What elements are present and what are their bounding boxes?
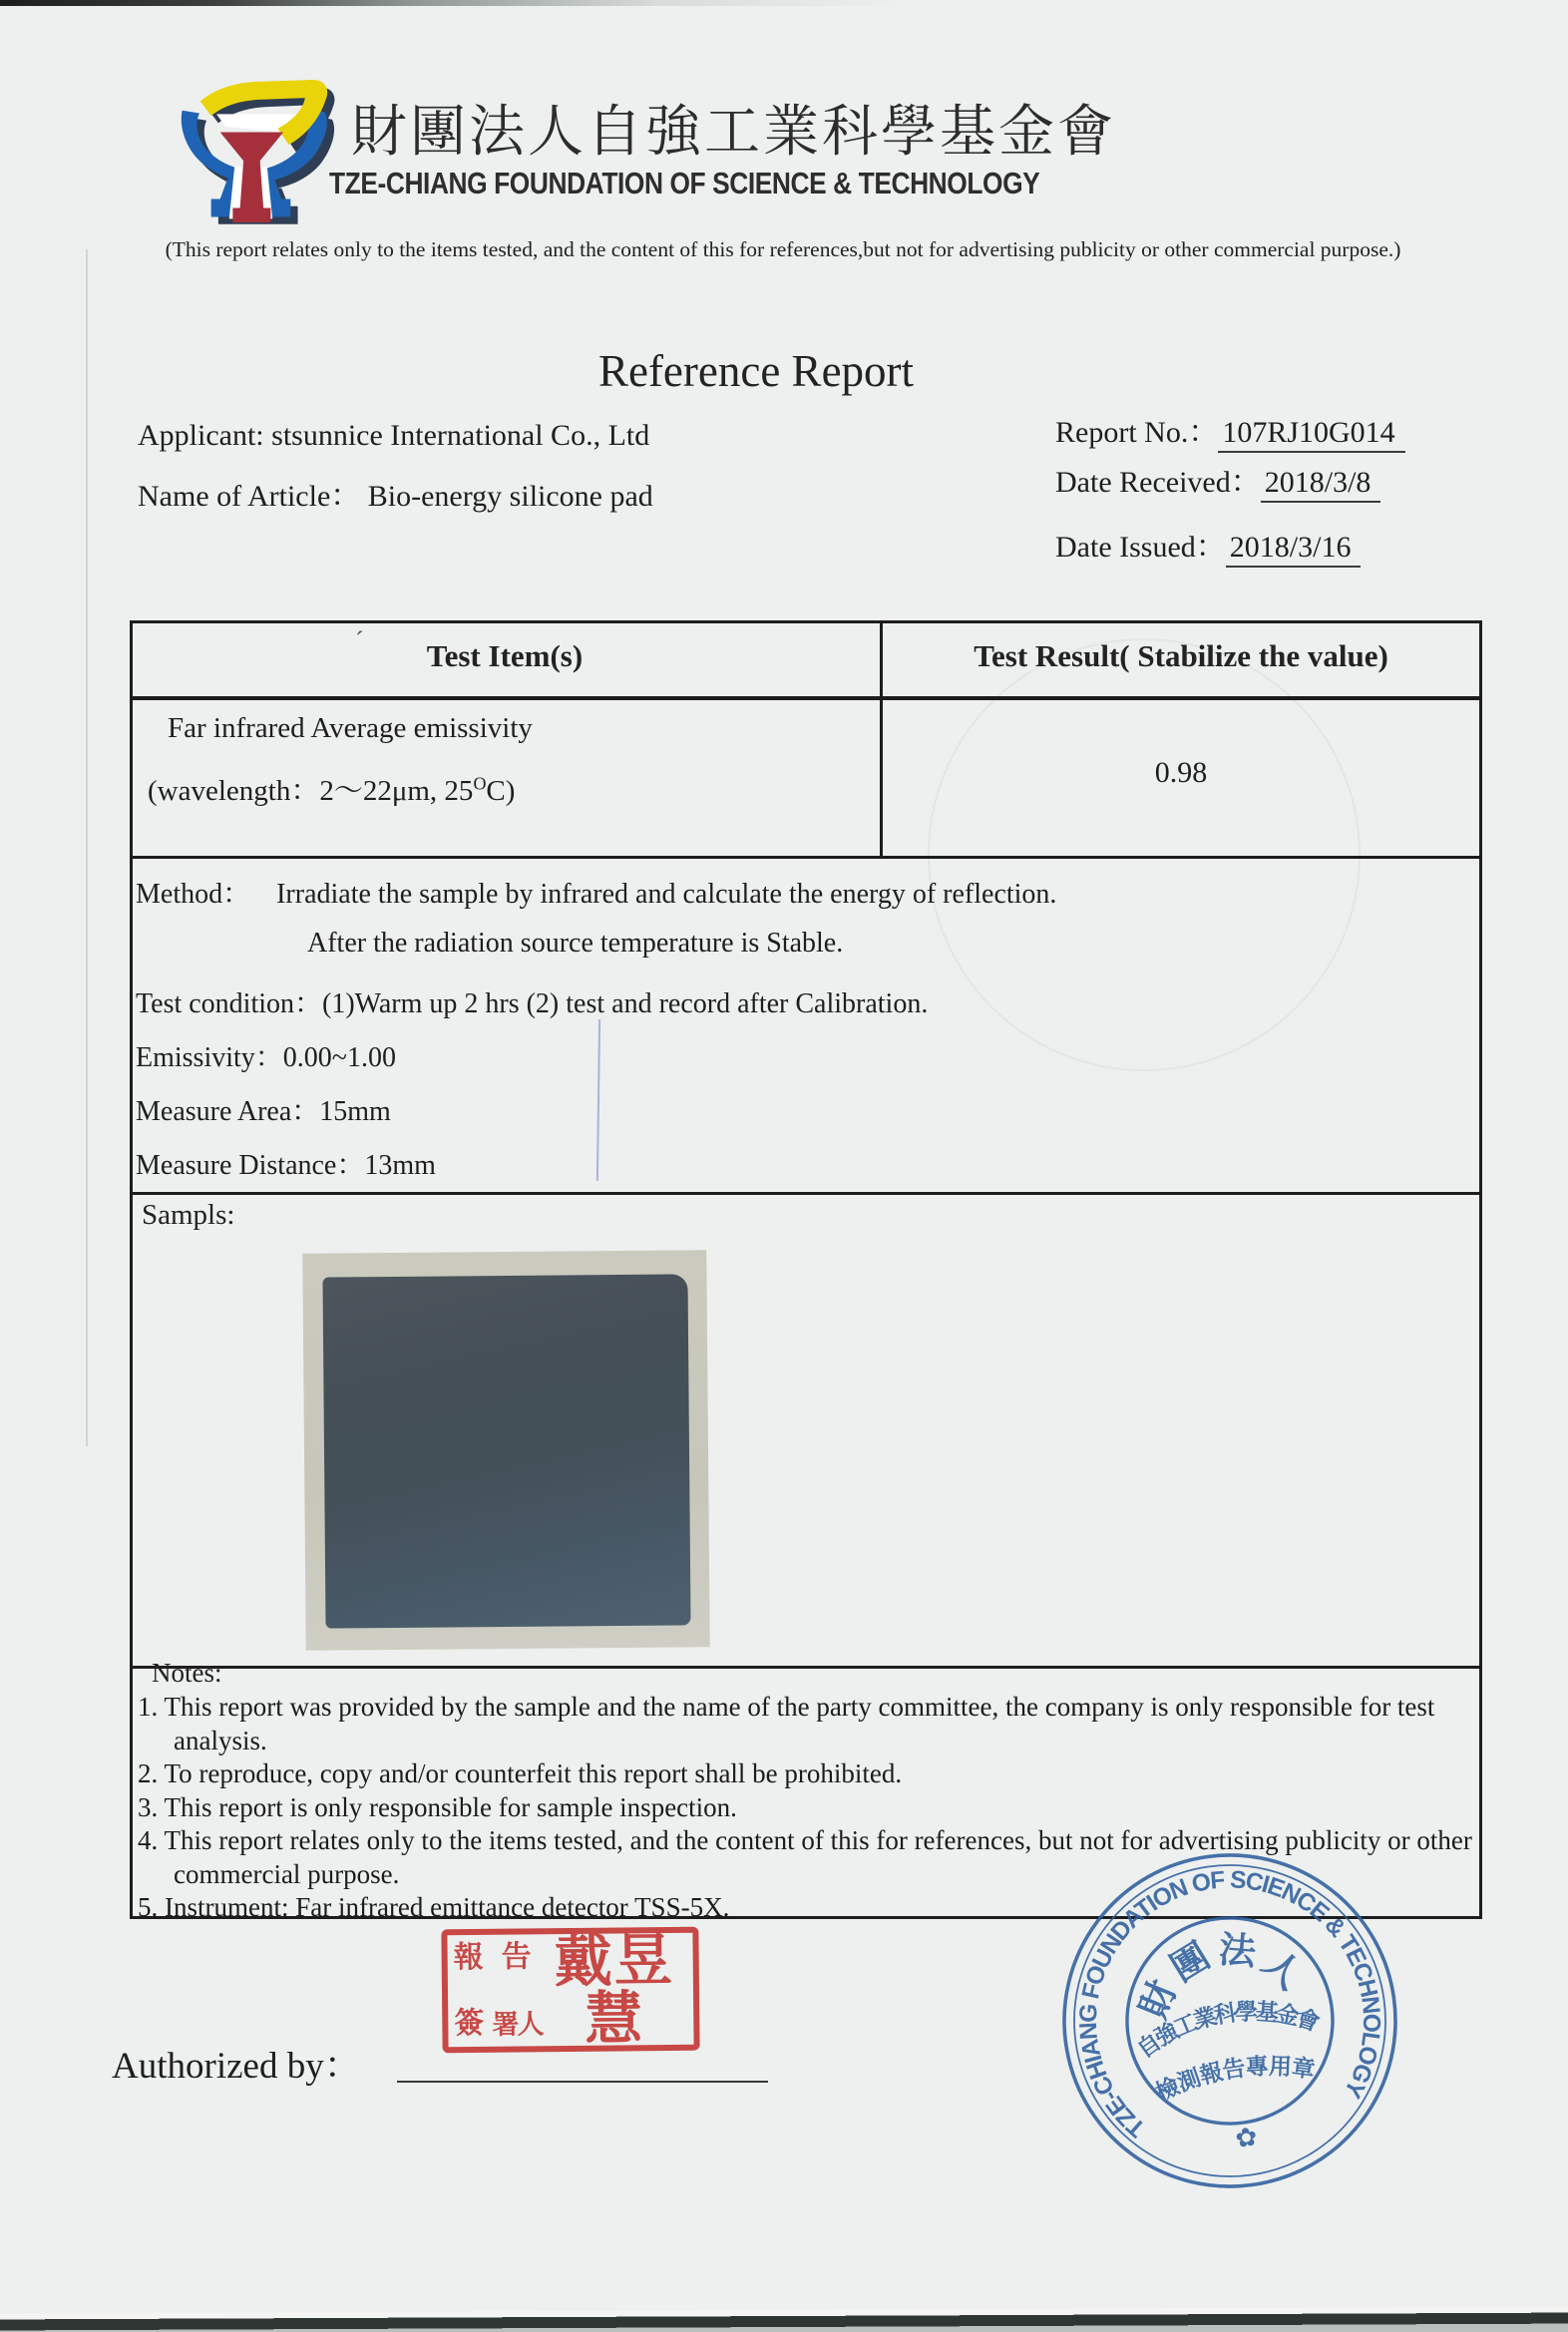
stamp-char-bao: 報	[453, 1939, 484, 1976]
signer-red-stamp	[441, 1927, 699, 2054]
applicant-label: Applicant:	[138, 419, 264, 452]
method-label: Method：	[136, 879, 251, 910]
emissivity-line: Emissivity：0.00~1.00	[136, 1042, 396, 1073]
article-value: Bio-energy silicone pad	[367, 480, 653, 513]
measure-area-line: Measure Area：15mm	[136, 1096, 391, 1127]
wavelength-post: C)	[486, 775, 516, 807]
authorized-by-label: Authorized by：	[112, 2046, 361, 2087]
report-no-label: Report No.：	[1055, 416, 1219, 449]
scanner-bottom-edge	[0, 2307, 1568, 2332]
stamp-col-1	[453, 1939, 485, 2042]
org-name-chinese: 財團法人自強工業科學基金會	[351, 100, 1116, 165]
date-issued-value: 2018/3/16	[1226, 531, 1362, 568]
stamp-zh-line2: 自強工業科學基金會	[1132, 1999, 1324, 2064]
article-line	[138, 471, 653, 515]
stamp-ring-text: TZE-CHIANG FOUNDATION OF SCIENCE & TECHNOLOGY	[1074, 1866, 1385, 2142]
test-condition-line: Test condition：(1)Warm up 2 hrs (2) test and record after Calibration.	[136, 988, 929, 1019]
date-issued-label: Date Issued：	[1055, 531, 1226, 564]
org-name-english: TZE-CHIANG FOUNDATION OF SCIENCE & TECHNOLOGY	[329, 166, 1040, 200]
notes-label: Notes:	[152, 1658, 222, 1688]
test-item-name: Far infrared Average emissivity	[168, 712, 533, 744]
note-item-5: 5. Instrument: Far infrared emittance detector TSS-5X.	[138, 1892, 730, 1922]
signature-underline	[397, 2081, 768, 2083]
foundation-cup-logo-icon	[170, 78, 341, 233]
note-item-1: 1. This report was provided by the sample and the name of the party committee, the company is only responsible for test analysis.	[138, 1692, 1435, 1755]
svg-text:TZE-CHIANG FOUNDATION OF SCIEN	[1055, 1846, 1398, 2147]
stamp-char-gao: 告	[501, 1939, 532, 1975]
wavelength-pre: (wavelength：2～22μm, 25	[148, 775, 474, 807]
column-header-test-result: Test Result( Stabilize the value)	[974, 638, 1388, 673]
silicone-pad-sample	[322, 1274, 690, 1628]
date-issued-line	[1055, 522, 1361, 568]
stamp-col-2	[492, 1939, 543, 2041]
wavelength-sup: O	[473, 773, 487, 794]
report-no-value: 107RJ10G014	[1218, 416, 1404, 453]
applicant-value: stsunnice International Co., Ltd	[271, 419, 650, 452]
stamp-chars-shuren: 署人	[492, 2009, 543, 2041]
measure-distance-line: Measure Distance：13mm	[136, 1150, 436, 1181]
note-item-3: 3. This report is only responsible for sample inspection.	[138, 1791, 737, 1822]
method-text: Irradiate the sample by infrared and calculate the energy of reflection.	[276, 879, 1057, 910]
article-label: Name of Article：	[138, 480, 361, 513]
svg-text:檢測報告專用章	[1150, 2045, 1321, 2108]
paper-fold-line	[86, 249, 88, 1446]
samples-label: Sampls:	[142, 1199, 235, 1231]
stamp-char-qian: 簽	[454, 2005, 485, 2042]
report-no-line	[1055, 407, 1405, 453]
note-item-2: 2. To reproduce, copy and/or counterfeit this report shall be prohibited.	[138, 1758, 903, 1788]
stamp-zh-line3: 檢測報告專用章	[1152, 2054, 1317, 2107]
foundation-round-stamp	[1026, 1817, 1434, 2225]
date-received-label: Date Received：	[1055, 466, 1261, 499]
test-result-value: 0.98	[1154, 756, 1208, 789]
stray-tick-mark: ´	[355, 626, 364, 655]
test-item-wavelength	[148, 768, 515, 809]
method-line-2: After the radiation source temperature is Stable.	[307, 928, 844, 959]
stamp-zh-line1: 財團法人	[1131, 1927, 1311, 2025]
stamp-flower-icon: ✿	[1233, 2122, 1260, 2154]
page-title: Reference Report	[597, 346, 915, 396]
table-header-separator	[133, 696, 1479, 700]
column-header-test-items: Test Item(s)	[426, 638, 584, 673]
scanner-top-edge	[0, 0, 1568, 6]
note-item-4: 4. This report relates only to the items tested, and the content of this for references, but not for advertising publicity or other commercial purpose.	[138, 1825, 1472, 1889]
header-disclaimer: (This report relates only to the items tested, and the content of this for references,but not for advertising publicity or other commercial purpose.)	[165, 237, 1401, 261]
applicant-line	[138, 419, 649, 453]
method-line	[136, 872, 1056, 912]
signer-name: 戴昱慧	[554, 1925, 675, 2053]
date-received-line	[1055, 457, 1380, 503]
sample-photo	[302, 1250, 709, 1651]
date-received-value: 2018/3/8	[1261, 466, 1381, 503]
